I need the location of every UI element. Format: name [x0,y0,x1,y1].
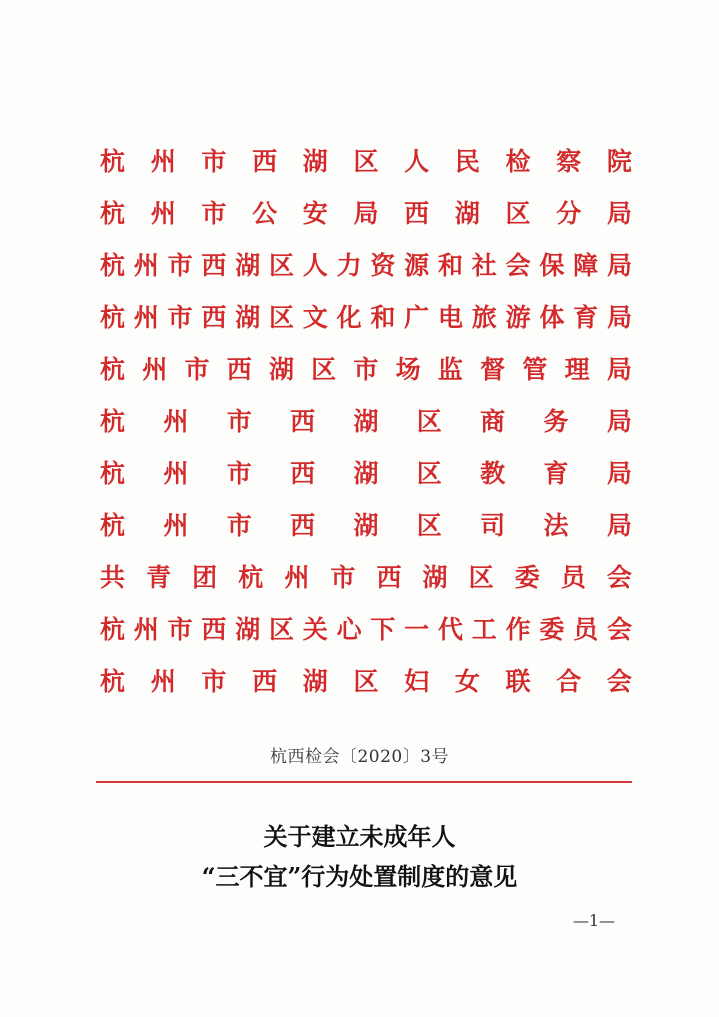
org-char: 西 [201,303,227,332]
org-char: 湖 [353,407,379,436]
org-char: 局 [606,199,632,228]
org-char: 湖 [302,147,328,176]
org-char: 州 [163,407,189,436]
org-char: 州 [133,303,159,332]
org-row [100,344,632,396]
org-char: 育 [573,303,599,332]
org-row [100,240,632,292]
org-char: 化 [336,303,362,332]
org-char: 委 [539,615,565,644]
org-char: 文 [302,303,328,332]
org-char: 局 [353,199,379,228]
org-char: 西 [376,563,402,592]
org-char: 局 [606,303,632,332]
org-char: 监 [437,355,463,384]
org-char: 州 [150,147,176,176]
org-char: 杭 [100,615,126,644]
org-char: 湖 [235,251,261,280]
org-char: 西 [201,251,227,280]
org-char: 法 [543,511,569,540]
org-char: 区 [268,615,294,644]
org-char: 湖 [422,563,448,592]
org-char: 理 [564,355,590,384]
org-char: 区 [416,459,442,488]
org-row [100,396,632,448]
org-char: 市 [201,147,227,176]
org-char: 区 [268,251,294,280]
org-char: 杭 [100,667,126,696]
org-char: 市 [226,459,252,488]
org-char: 州 [133,251,159,280]
org-row [100,448,632,500]
org-char: 院 [606,147,632,176]
org-char: 区 [468,563,494,592]
org-char: 西 [201,615,227,644]
org-char: 州 [163,511,189,540]
org-char: 区 [268,303,294,332]
org-char: 人 [404,147,430,176]
org-row [100,136,632,188]
org-char: 工 [471,615,497,644]
org-char: 力 [336,251,362,280]
org-char: 西 [252,667,278,696]
org-char: 州 [150,667,176,696]
org-char: 司 [480,511,506,540]
org-char: 局 [606,251,632,280]
org-char: 市 [226,407,252,436]
org-char: 西 [290,459,316,488]
org-char: 杭 [100,355,126,384]
org-char: 市 [226,511,252,540]
org-char: 杭 [100,511,126,540]
org-char: 州 [284,563,310,592]
org-char: 市 [330,563,356,592]
org-char: 察 [556,147,582,176]
org-char: 州 [163,459,189,488]
org-char: 杭 [100,199,126,228]
org-char: 团 [192,563,218,592]
org-char: 共 [100,563,126,592]
org-char: 障 [573,251,599,280]
org-char: 合 [556,667,582,696]
org-row [100,292,632,344]
org-char: 杭 [100,407,126,436]
org-char: 人 [302,251,328,280]
org-char: 育 [543,459,569,488]
org-char: 杭 [100,303,126,332]
org-char: 西 [290,511,316,540]
org-char: 市 [353,355,379,384]
org-char: 关 [302,615,328,644]
org-char: 务 [543,407,569,436]
org-char: 西 [252,147,278,176]
org-char: 杭 [100,251,126,280]
org-row [100,656,632,708]
org-char: 湖 [235,303,261,332]
org-char: 杭 [100,459,126,488]
org-char: 游 [505,303,531,332]
document-number: 杭西检会〔2020〕3号 [269,747,450,767]
org-row [100,188,632,240]
org-char: 局 [606,407,632,436]
org-char: 区 [353,667,379,696]
org-char: 源 [404,251,430,280]
org-char: 代 [437,615,463,644]
org-char: 民 [454,147,480,176]
org-char: 湖 [353,511,379,540]
org-row [100,604,632,656]
org-char: 和 [370,303,396,332]
org-char: 和 [437,251,463,280]
org-char: 区 [416,407,442,436]
org-char: 会 [606,615,632,644]
org-char: 妇 [404,667,430,696]
org-row [100,552,632,604]
org-char: 杭 [100,147,126,176]
org-char: 商 [480,407,506,436]
org-char: 局 [606,511,632,540]
org-char: 员 [560,563,586,592]
org-char: 安 [302,199,328,228]
org-char: 心 [336,615,362,644]
org-char: 青 [146,563,172,592]
org-char: 资 [370,251,396,280]
org-char: 督 [480,355,506,384]
org-char: 杭 [238,563,264,592]
issuing-organizations [100,136,632,708]
org-char: 会 [505,251,531,280]
org-char: 女 [454,667,480,696]
org-char: 检 [505,147,531,176]
org-char: 下 [370,615,396,644]
org-char: 员 [573,615,599,644]
org-char: 保 [539,251,565,280]
org-char: 局 [606,459,632,488]
org-char: 公 [252,199,278,228]
org-char: 市 [201,667,227,696]
org-char: 社 [471,251,497,280]
org-char: 一 [404,615,430,644]
org-char: 区 [353,147,379,176]
org-char: 电 [437,303,463,332]
org-char: 区 [416,511,442,540]
org-char: 会 [606,563,632,592]
document-title-line1: 关于建立未成年人 [263,822,456,851]
org-char: 教 [480,459,506,488]
org-char: 局 [606,355,632,384]
org-char: 湖 [302,667,328,696]
org-row [100,500,632,552]
page-number: —1— [572,911,615,930]
document-title-line2: “三不宜”行为处置制度的意见 [201,862,518,891]
org-char: 湖 [268,355,294,384]
org-char: 西 [290,407,316,436]
org-char: 市 [201,199,227,228]
org-char: 市 [184,355,210,384]
org-char: 市 [167,615,193,644]
org-char: 体 [539,303,565,332]
org-char: 湖 [454,199,480,228]
org-char: 区 [311,355,337,384]
org-char: 委 [514,563,540,592]
org-char: 州 [133,615,159,644]
org-char: 州 [142,355,168,384]
org-char: 管 [522,355,548,384]
org-char: 会 [606,667,632,696]
org-char: 湖 [353,459,379,488]
red-divider-line [96,781,632,783]
org-char: 旅 [471,303,497,332]
org-char: 区 [505,199,531,228]
org-char: 湖 [235,615,261,644]
org-char: 分 [556,199,582,228]
org-char: 西 [404,199,430,228]
org-char: 市 [167,303,193,332]
org-char: 市 [167,251,193,280]
org-char: 作 [505,615,531,644]
org-char: 州 [150,199,176,228]
org-char: 联 [505,667,531,696]
org-char: 场 [395,355,421,384]
org-char: 西 [226,355,252,384]
org-char: 广 [404,303,430,332]
